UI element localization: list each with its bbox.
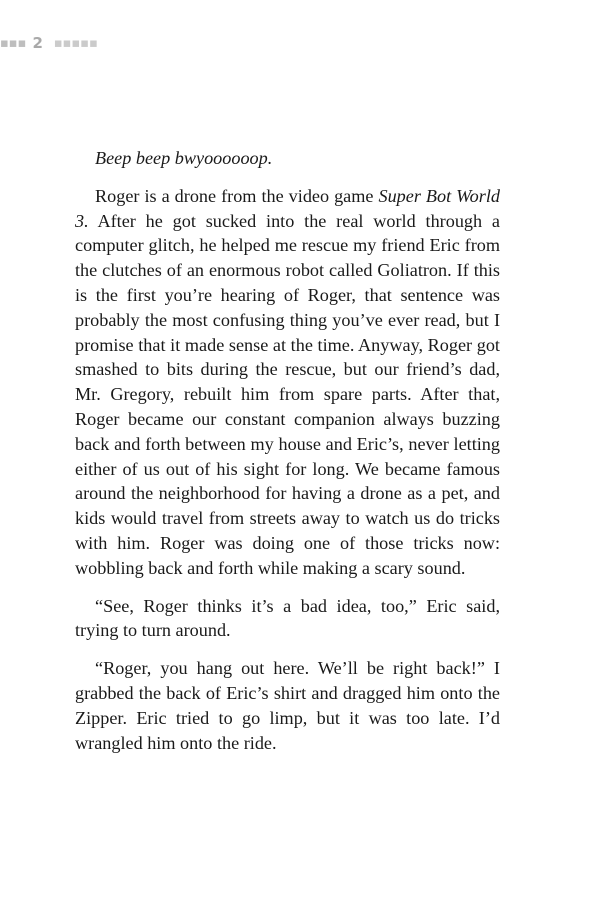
body-text [75,146,500,755]
paragraph-dialogue-2: “Roger, you hang out here. We’ll be right back!” I grabbed the back of Eric’s shirt and dragged him onto the Zipper. Eric tried to go limp, but it was too late. I’d wrangled him onto the ride. [75,658,500,753]
paragraph-dialogue-1: “See, Roger thinks it’s a bad idea, too,” Eric said, trying to turn around. [75,595,500,641]
page-header [0,33,98,53]
paragraph-roger-intro [75,184,500,581]
page-number: 2 [32,34,44,52]
paragraph-text: Roger is a drone from the video game [95,185,379,206]
paragraph-sound: Beep beep bwyoooooop. [95,148,273,168]
paragraph-text: After he got sucked into the real world through a computer glitch, he helped me rescue my friend Eric from the clutches of an enormous robot called Goliatron. If this is the first you’re hearing of Roger, that sentence was probably the most confusing thing you’ve ever read, but I promise that it made sense at the time. Anyway, Roger got smashed to bits during the rescue, but our friend’s dad, Mr. Gregory, rebuilt him from spare parts. After that, Roger became our constant companion always buzzing back and forth between my house and Eric’s, never letting either of us out of his sight for long. We became famous around the neighborhood for having a drone as a pet, and kids would travel from streets away to watch us do tricks with him. Roger was doing one of those tricks now: wobbling back and forth while making a scary sound. [75,210,500,578]
game-title: Super Bot World 3. [75,185,500,231]
running-title: ▪▪▪▪▪ [53,35,98,51]
header-decoration: ▪▪▪ [0,35,27,51]
